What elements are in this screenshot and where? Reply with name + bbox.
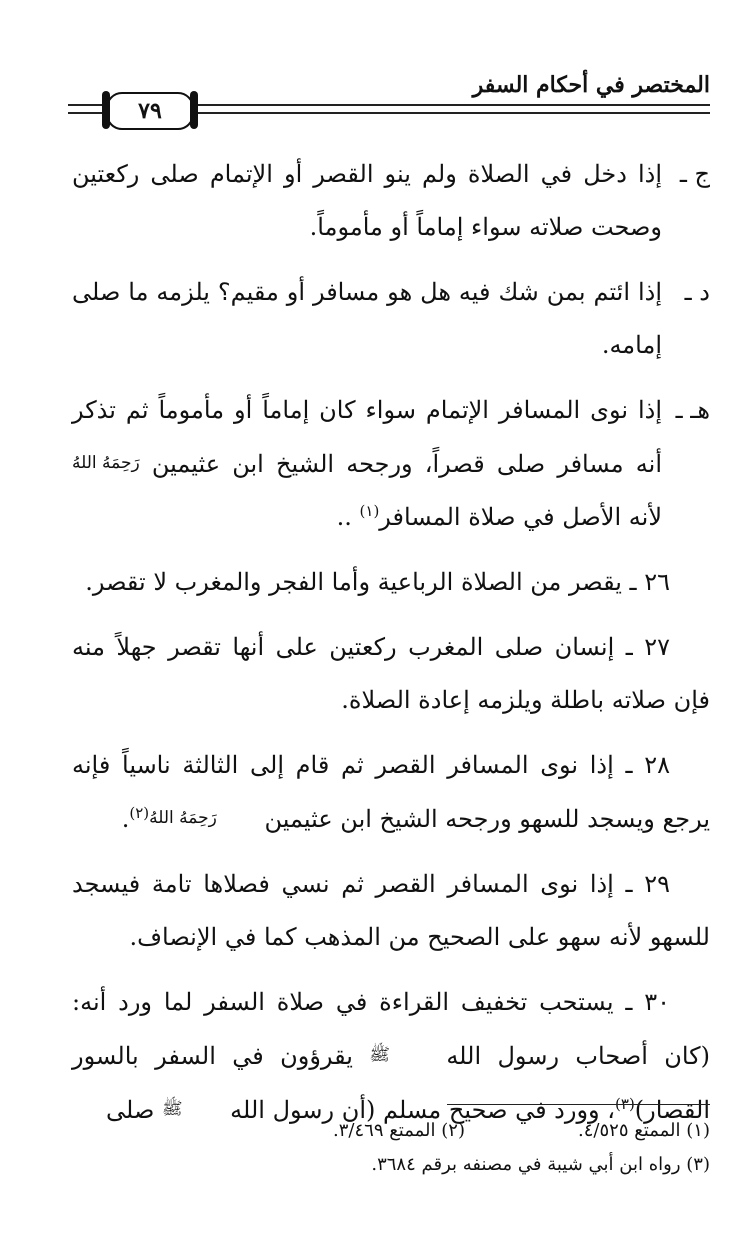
running-title: المختصر في أحكام السفر: [472, 72, 710, 98]
item-text-end: ..: [336, 503, 352, 531]
honorific-glyph: رَحِمَهُ اللهُ: [149, 808, 217, 828]
numbered-paragraph: [72, 976, 710, 1137]
list-item: [72, 384, 710, 544]
footnote-number: (٢): [441, 1120, 465, 1141]
footnote-ref[interactable]: (٢): [129, 804, 150, 822]
paragraph-number: ٢٨ ـ: [625, 751, 670, 779]
honorific-glyph: رَحِمَهُ اللهُ: [72, 453, 140, 473]
item-marker: ج ـ: [679, 160, 710, 188]
footnote-text: رواه ابن أبي شيبة في مصنفه برقم ٣٦٨٤.: [371, 1154, 681, 1175]
paragraph-text: إنسان صلى المغرب ركعتين على أنها تقصر جهلاً منه فإن صلاته باطلة ويلزمه إعادة الصلاة.: [72, 633, 710, 714]
numbered-paragraph: [72, 621, 710, 727]
item-text: إذا دخل في الصلاة ولم ينو القصر أو الإتمام صلى ركعتين وصحت صلاته سواء إماماً أو مأموماً.: [72, 160, 662, 241]
footnote-number: (١): [686, 1120, 710, 1141]
footnote-row: [70, 1114, 710, 1148]
page-body: [72, 148, 710, 1149]
paragraph-text: ، وورد في صحيح مسلم (أن رسول الله: [230, 1096, 616, 1124]
footnote-text: الممتع ٣/٤٦٩.: [333, 1120, 436, 1141]
footnote-ref[interactable]: (٣): [615, 1095, 635, 1113]
numbered-paragraph: [72, 858, 710, 964]
paragraph-text: إذا نوى المسافر القصر ثم قام إلى الثالثة ناسياً فإنه يرجع ويسجد للسهو ورجحه الشيخ ابن عثيمين: [72, 751, 710, 833]
page-number: ٧٩: [106, 92, 194, 130]
footnote-separator: [447, 1104, 710, 1105]
footnote-row: [70, 1148, 710, 1182]
paragraph-text: يستحب تخفيف القراءة في صلاة السفر لما ورد أنه: (كان أصحاب رسول الله: [72, 988, 710, 1070]
footnote-ref[interactable]: (١): [359, 502, 380, 520]
numbered-paragraph: [72, 739, 710, 846]
list-item: [72, 266, 710, 372]
item-text-part: إذا نوى المسافر الإتمام سواء كان إماماً أو مأموماً ثم تذكر أنه مسافر صلى قصراً، ورجحه الشيخ ابن عثيمين: [72, 396, 662, 478]
paragraph-text: إذا نوى المسافر القصر ثم نسي فصلاها تامة فيسجد للسهو لأنه سهو على الصحيح من المذهب كما في الإنصاف.: [72, 870, 710, 951]
footnote-text: الممتع ٤/٥٢٥.: [578, 1120, 681, 1141]
footnote: [333, 1114, 465, 1148]
paragraph-text-end: .: [121, 805, 130, 833]
item-text: إذا ائتم بمن شك فيه هل هو مسافر أو مقيم؟ يلزمه ما صلى إمامه.: [72, 278, 662, 359]
list-item: [72, 148, 710, 254]
paragraph-number: ٣٠ ـ: [625, 988, 671, 1016]
item-text: [72, 384, 662, 544]
numbered-paragraph: [72, 556, 710, 609]
paragraph-number: ٢٩ ـ: [625, 870, 670, 898]
footnote: [465, 1114, 710, 1148]
salutation-glyph: ﷺ: [161, 1099, 183, 1119]
item-marker: هـ ـ: [675, 396, 710, 424]
footnote-number: (٣): [686, 1154, 710, 1175]
salutation-glyph: ﷺ: [369, 1045, 390, 1065]
footnotes: [70, 1114, 710, 1182]
paragraph-number: ٢٧ ـ: [625, 633, 670, 661]
paragraph-text: صلى: [106, 1096, 155, 1124]
item-text-part: لأنه الأصل في صلاة المسافر: [379, 503, 662, 531]
paragraph-number: ٢٦ ـ: [629, 568, 670, 596]
item-marker: د ـ: [684, 278, 710, 306]
paragraph-text: يقرؤون في السفر بالسور القصار): [72, 1042, 710, 1124]
footnote: [371, 1148, 710, 1182]
paragraph-text: يقصر من الصلاة الرباعية وأما الفجر والمغرب لا تقصر.: [85, 568, 622, 596]
